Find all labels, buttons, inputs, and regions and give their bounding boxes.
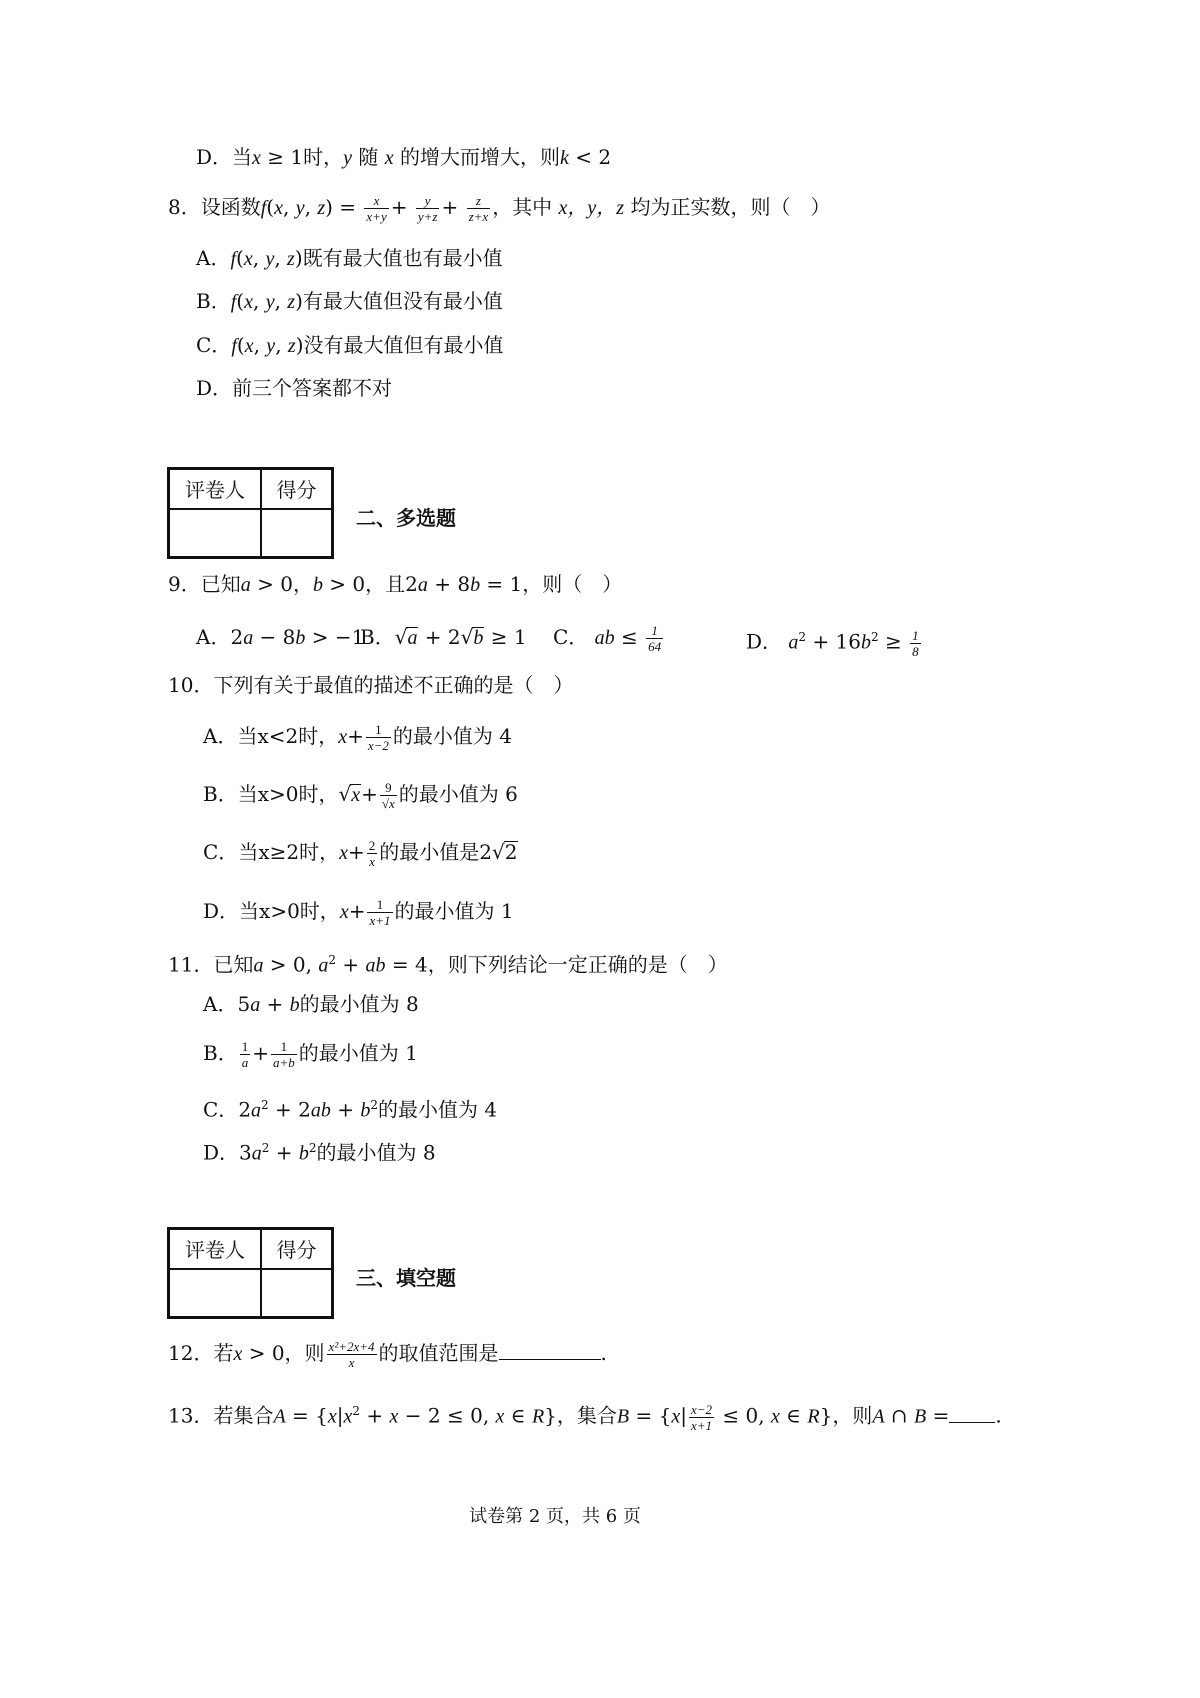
section-title: 三、填空题: [356, 1266, 456, 1290]
q10-option-a: A．当x<2时，x+ $\frac{1}{x-2}$ 的最小值为 4: [203, 722, 513, 753]
q10-option-c: C．当x≥2时，x+ $\frac{2}{x}$ 的最小值是2√2: [203, 838, 518, 869]
section-title: 二、多选题: [356, 506, 456, 530]
q8-stem: 8．设函数f(x, y, z) = $\frac{x}{x+y}$ + $\frac{y}{y+z}$ + $\frac{z}{z+x}$ ，其中 x，y，z 均为正实数，则（ ）: [168, 193, 831, 224]
answer-blank[interactable]: [499, 1358, 601, 1360]
fraction: $\frac{z}{z+x}$: [468, 193, 489, 224]
q9-option-c: C． ab ≤ $\frac{1}{64}$: [553, 623, 662, 654]
answer-blank[interactable]: [949, 1421, 995, 1423]
q9-option-a: A．2a − 8b > −1: [196, 625, 365, 649]
fraction: $\frac{x}{x+y}$: [366, 193, 387, 224]
q8-option-a: A．f(x, y, z)既有最大值也有最小值: [196, 246, 503, 270]
q8-option-d: D．前三个答案都不对: [196, 376, 393, 400]
q9-option-d: D． $a^2 + 16b^2$ ≥ $\frac{1}{8}$: [746, 627, 919, 659]
fraction: $\frac{y}{y+z}$: [417, 193, 438, 224]
q7-option-d: D．当x ≥ 1时，y 随 x 的增大而增大，则k < 2: [196, 145, 612, 169]
score-table: 评卷人 得分: [167, 467, 334, 559]
q13-stem: 13．若集合$A = \{x|x^2 + x - 2 \le 0$, x ∈ R}，集合B = {x| $\frac{x-2}{x+1}$ ≤ 0, x ∈ R}，则A ∩ B = .: [168, 1401, 1002, 1433]
q10-option-b: B．当x>0时，√x+ $\frac{9}{√x}$ 的最小值为 6: [203, 780, 518, 811]
q11-stem: 11．已知a > 0, $a^2$ + ab = 4，则下列结论一定正确的是（ ）: [168, 952, 728, 977]
q10-stem: 10．下列有关于最值的描述不正确的是（ ）: [168, 673, 574, 697]
q11-option-a: A．5a + b的最小值为 8: [203, 992, 419, 1016]
q11-option-b: B． $\frac{1}{a}$ + $\frac{1}{a+b}$ 的最小值为 1: [203, 1039, 418, 1070]
q8-option-b: B．f(x, y, z)有最大值但没有最小值: [196, 289, 503, 313]
page-footer: 试卷第 2 页，共 6 页: [469, 1506, 641, 1527]
q9-stem: 9．已知a > 0，b > 0，且2a + 8b = 1，则（ ）: [168, 572, 623, 596]
q9-option-b: B．√a + 2√b ≥ 1: [360, 625, 527, 649]
score-table: 评卷人 得分: [167, 1227, 334, 1319]
q11-option-c: C．$2a^2 + 2ab + b^2$的最小值为 4: [203, 1097, 498, 1122]
q11-option-d: D．$3a^2 + b^2$的最小值为 8: [203, 1140, 436, 1165]
q10-option-d: D．当x>0时，x+ $\frac{1}{x+1}$ 的最小值为 1: [203, 897, 514, 928]
q12-stem: 12．若x > 0，则 $\frac{\text{x²+2x+4}}{x}$ 的取值范围是 .: [168, 1339, 607, 1370]
q8-option-c: C．f(x, y, z)没有最大值但有最小值: [196, 333, 504, 357]
